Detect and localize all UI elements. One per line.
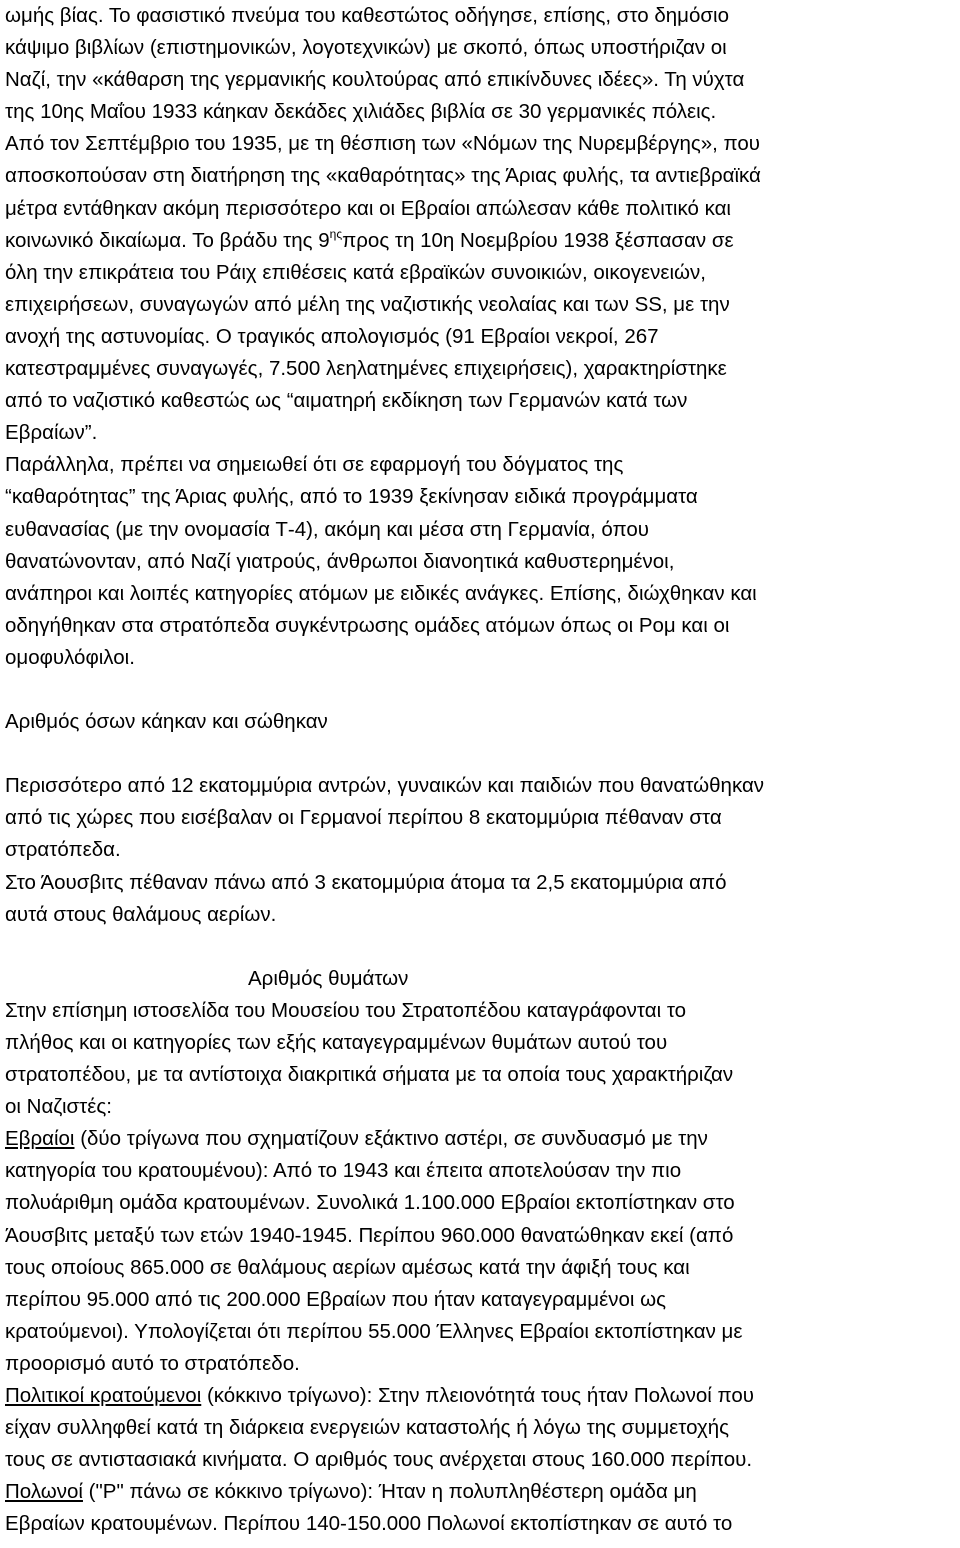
text-line: οδηγήθηκαν στα στρατόπεδα συγκέντρωσης ομάδες ατόμων όπως οι Ρομ και οι [5, 613, 730, 637]
text-line: Στο Άουσβιτς πέθαναν πάνω από 3 εκατομμύρια άτομα τα 2,5 εκατομμύρια από [5, 870, 727, 894]
text-line: από το ναζιστικό καθεστώς ως “αιματηρή εκδίκηση των Γερμανών κατά των [5, 389, 688, 413]
category-label: Πολιτικοί κρατούμενοι [5, 1384, 202, 1408]
category-poles [5, 1476, 955, 1540]
text-line: τους οποίους 865.000 σε θαλάμους αερίων αμέσως κατά την άφιξή τους και [5, 1255, 690, 1279]
text-line [5, 1123, 955, 1155]
category-jews [5, 1123, 955, 1380]
text-line: όλη την επικράτεια του Ράιχ επιθέσεις κατά εβραϊκών συνοικιών, οικογενειών, [5, 260, 707, 284]
blank-line [5, 674, 955, 706]
text-segment: (δύο τρίγωνα που σχηματίζουν εξάκτινο αστέρι, σε συνδυασμό με την [74, 1127, 708, 1151]
museum-paragraph [5, 995, 955, 1123]
text-line: στρατοπέδου, με τα αντίστοιχα διακριτικά σήματα με τα οποία τους χαρακτήριζαν [5, 1063, 734, 1087]
text-line: στρατόπεδα. [5, 838, 121, 862]
text-line [5, 225, 955, 257]
blank-line [5, 738, 955, 770]
text-line: επιχειρήσεων, συναγωγών από μέλη της ναζιστικής νεολαίας και των SS, με την [5, 292, 730, 316]
text-segment: ("P" πάνω σε κόκκινο τρίγωνο): Ήταν η πολυπληθέστερη ομάδα μη [82, 1480, 697, 1504]
text-line: της 10ης Μαΐου 1933 κάηκαν δεκάδες χιλιάδες βιβλία σε 30 γερμανικές πόλεις. [5, 100, 717, 124]
text-line: είχαν συλληφθεί κατά τη διάρκεια ενεργειών καταστολής ή λόγω της συμμετοχής [5, 1416, 729, 1440]
text-line: αποσκοπούσαν στη διατήρηση της «καθαρότητας» της Άριας φυλής, τα αντιεβραϊκά [5, 164, 761, 188]
text-line: από τις χώρες που εισέβαλαν οι Γερμανοί περίπου 8 εκατομμύρια πέθαναν στα [5, 806, 722, 830]
text-line: οι Ναζιστές: [5, 1095, 112, 1119]
heading-text: Αριθμός θυμάτων [248, 966, 409, 990]
category-label: Εβραίοι [5, 1127, 75, 1151]
text-line: “καθαρότητας” της Άριας φυλής, από το 1939 ξεκίνησαν ειδικά προγράμματα [5, 485, 698, 509]
text-line: πολυάριθμη ομάδα κρατουμένων. Συνολικά 1.100.000 Εβραίοι εκτοπίστηκαν στο [5, 1191, 735, 1215]
text-line: θανατώνονταν, από Ναζί γιατρούς, άνθρωποι διανοητικά καθυστερημένοι, [5, 549, 675, 573]
text-line [5, 1476, 955, 1508]
history-paragraph [5, 0, 955, 674]
text-line: Περισσότερο από 12 εκατομμύρια αντρών, γυναικών και παιδιών που θανατώθηκαν [5, 774, 765, 798]
text-line: αυτά στους θαλάμους αερίων. [5, 902, 277, 926]
text-line: ευθανασίας (με την ονομασία Τ-4), ακόμη και μέσα στη Γερμανία, όπου [5, 517, 649, 541]
text-line: Παράλληλα, πρέπει να σημειωθεί ότι σε εφαρμογή του δόγματος της [5, 453, 624, 477]
text-line: κατηγορία του κρατουμένου): Από το 1943 και έπειτα αποτελούσαν την πιο [5, 1159, 682, 1183]
text-line: κατεστραμμένες συναγωγές, 7.500 λεηλατημένες επιχειρήσεις), χαρακτηρίστηκε [5, 357, 727, 381]
section-heading: Αριθμός όσων κάηκαν και σώθηκαν [5, 710, 328, 734]
text-line: προορισμό αυτό το στρατόπεδο. [5, 1351, 300, 1375]
text-line: κάψιμο βιβλίων (επιστημονικών, λογοτεχνικών) με σκοπό, όπως υποστήριζαν οι [5, 36, 727, 60]
text-segment: (κόκκινο τρίγωνο): Στην πλειονότητά τους ήταν Πολωνοί που [201, 1384, 754, 1408]
ordinal-superscript: ης [329, 226, 343, 241]
text-line: περίπου 95.000 από τις 200.000 Εβραίων που ήταν καταγεγραμμένοι ως [5, 1287, 667, 1311]
text-line: Στην επίσημη ιστοσελίδα του Μουσείου του Στρατοπέδου καταγράφονται το [5, 998, 687, 1022]
category-label: Πολωνοί [5, 1480, 83, 1504]
text-line: Από τον Σεπτέμβριο του 1935, με τη θέσπιση των «Νόμων της Νυρεμβέργης», που [5, 132, 760, 156]
blank-line [5, 931, 955, 963]
text-line: Ναζί, την «κάθαρση της γερμανικής κουλτούρας από επικίνδυνες ιδέες». Τη νύχτα [5, 68, 745, 92]
document-page [5, 0, 955, 1541]
category-political-prisoners [5, 1380, 955, 1476]
text-line: ανοχή της αστυνομίας. Ο τραγικός απολογισμός (91 Εβραίοι νεκροί, 267 [5, 324, 659, 348]
text-line: ομοφυλόφιλοι. [5, 645, 135, 669]
text-line: ωμής βίας. Το φασιστικό πνεύμα του καθεστώτος οδήγησε, επίσης, στο δημόσιο [5, 4, 729, 27]
text-line: Εβραίων”. [5, 421, 98, 445]
text-line: Εβραίων κρατουμένων. Περίπου 140-150.000 Πολωνοί εκτοπίστηκαν σε αυτό το [5, 1512, 733, 1536]
text-line: Άουσβιτς μεταξύ των ετών 1940-1945. Περίπου 960.000 θανατώθηκαν εκεί (από [5, 1223, 734, 1247]
text-segment: κοινωνικό δικαίωμα. Το βράδυ της 9 [5, 228, 330, 252]
section-heading [5, 963, 955, 995]
text-line: μέτρα εντάθηκαν ακόμη περισσότερο και οι Εβραίοι απώλεσαν κάθε πολιτικό και [5, 196, 731, 220]
text-line: κρατούμενοι). Υπολογίζεται ότι περίπου 55.000 Έλληνες Εβραίοι εκτοπίστηκαν με [5, 1319, 743, 1343]
victims-summary-paragraph [5, 770, 955, 930]
text-segment: προς τη 10η Νοεμβρίου 1938 ξέσπασαν σε [342, 228, 734, 252]
text-line [5, 1380, 955, 1412]
text-line: ανάπηροι και λοιπές κατηγορίες ατόμων με ειδικές ανάγκες. Επίσης, διώχθηκαν και [5, 581, 757, 605]
text-line: τους σε αντιστασιακά κινήματα. Ο αριθμός τους ανέρχεται στους 160.000 περίπου. [5, 1448, 753, 1472]
text-line: πλήθος και οι κατηγορίες των εξής καταγεγραμμένων θυμάτων αυτού του [5, 1031, 668, 1054]
